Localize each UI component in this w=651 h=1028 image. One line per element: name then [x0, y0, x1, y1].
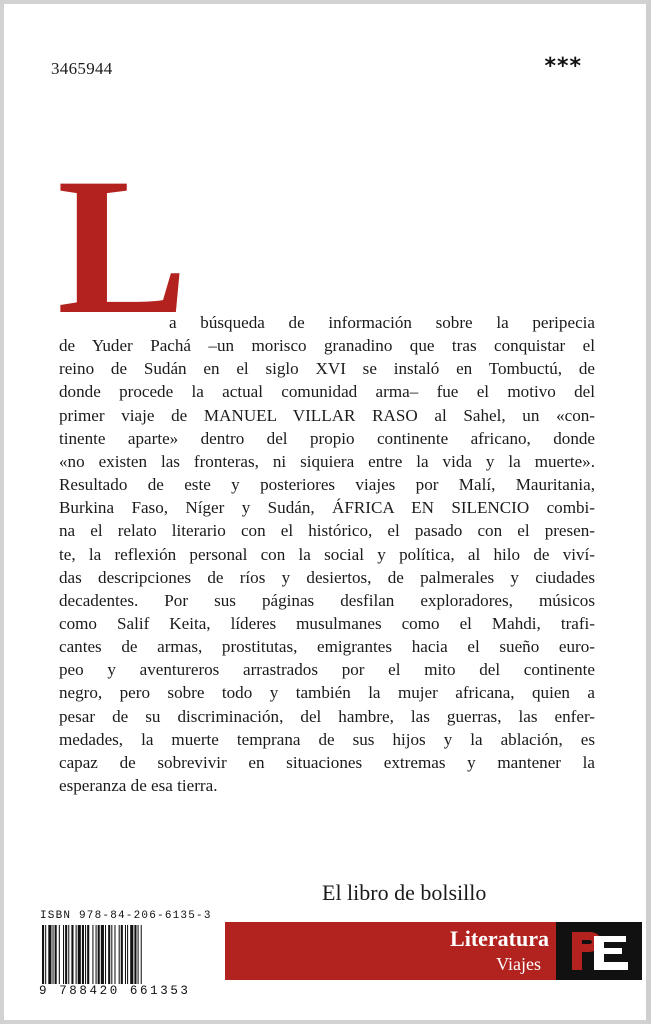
drop-cap: L [57, 138, 188, 355]
blurb-line: «no existen las fronteras, ni siquiera entre la vida y la muerte». [59, 451, 595, 471]
blurb-line: cantes de armas, prostitutas, emigrantes hacia el sueño euro- [59, 637, 595, 657]
blurb-line: das descripciones de ríos y desiertos, de palmerales y ciudades [59, 567, 595, 587]
blurb-line: como Salif Keita, líderes musulmanes como el Mahdi, trafi- [59, 613, 595, 633]
collection-banner [225, 922, 561, 980]
blurb-line: Resultado de este y posteriores viajes por Malí, Mauritania, [59, 475, 595, 495]
blurb-line: te, la reflexión personal con la social y política, al hilo de viví- [59, 544, 595, 564]
subcollection-label: Viajes [496, 954, 541, 974]
blurb-line: donde procede la actual comunidad arma– fue el motivo del [59, 382, 595, 402]
publisher-logo-icon [556, 922, 642, 980]
blurb-line: reino de Sudán en el siglo XVI se instaló en Tombuctú, de [59, 359, 595, 379]
isbn-label: ISBN 978-84-206-6135-3 [40, 910, 212, 922]
rating-stars: *** [544, 54, 582, 79]
catalog-number: 3465944 [51, 59, 113, 78]
barcode-icon [40, 925, 212, 987]
barcode-number: 9 788420 661353 [39, 984, 191, 998]
blurb-line: de Yuder Pachá –un morisco granadino que tras conquistar el [59, 336, 595, 356]
blurb-line: tinente aparte» dentro del propio continente africano, donde [59, 428, 595, 448]
blurb-line: pesar de su discriminación, del hambre, las guerras, las enfer- [59, 706, 595, 726]
blurb-line: na el relato literario con el histórico, el pasado con el presen- [59, 521, 595, 541]
blurb-line: Burkina Faso, Níger y Sudán, ÁFRICA EN SILENCIO combi- [59, 498, 595, 518]
collection-label: Literatura [450, 926, 549, 951]
blurb-line: peo y aventureros arrastrados por el mito del continente [59, 660, 595, 680]
blurb-line: esperanza de esa tierra. [59, 776, 218, 795]
blurb-line: primer viaje de MANUEL VILLAR RASO al Sahel, un «con- [59, 405, 595, 425]
blurb-line: medades, la muerte temprana de sus hijos y la ablación, es [59, 729, 595, 749]
blurb-line: negro, pero sobre todo y también la mujer africana, quien a [59, 683, 595, 703]
blurb-text [4, 4, 651, 1028]
blurb-line: a búsqueda de información sobre la peripecia [169, 313, 595, 332]
series-title: El libro de bolsillo [322, 880, 487, 905]
blurb-line: capaz de sobrevivir en situaciones extremas y mantener la [59, 752, 595, 772]
blurb-line: decadentes. Por sus páginas desfilan exploradores, músicos [59, 590, 595, 610]
